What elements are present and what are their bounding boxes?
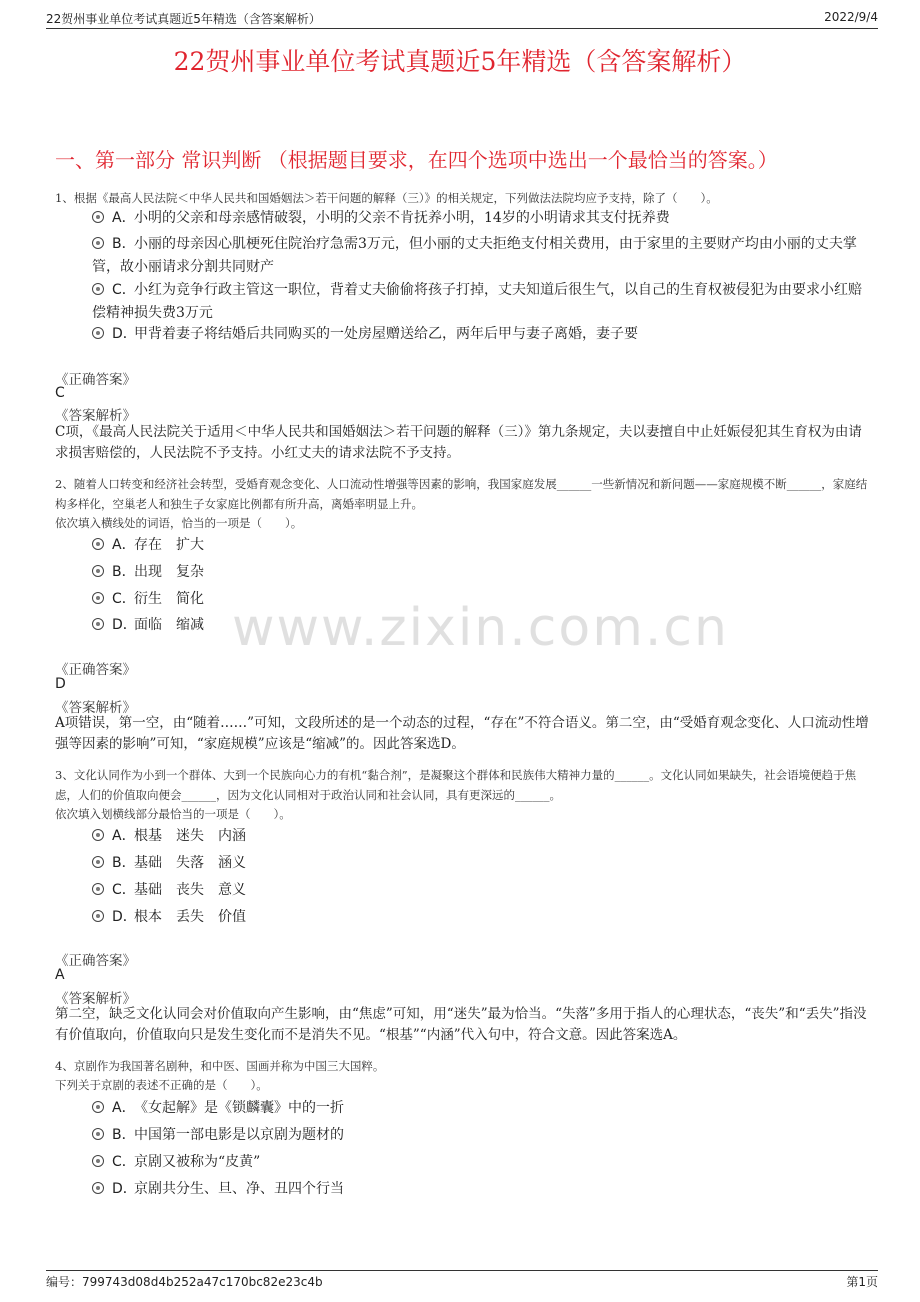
explain-label: 《答案解析》 [55,408,136,424]
explain-label: 《答案解析》 [55,700,136,716]
radio-icon[interactable] [92,538,104,550]
question-3-option-b[interactable]: B．基础 失落 涵义 [92,852,872,875]
answer-label: 《正确答案》 [55,953,136,969]
question-3-option-c[interactable]: C．基础 丧失 意义 [92,879,872,902]
radio-icon[interactable] [92,1128,104,1140]
question-2-stem: 2、随着人口转变和经济社会转型，受婚育观念变化、人口流动性增强等因素的影响，我国家庭发展______一些新情况和新问题——家庭规模不断______，家庭结构多样化，空巢老人和独生子女家庭比例都有所升高，离婚率明显上升。 [55,477,868,511]
radio-icon[interactable] [92,1182,104,1194]
question-1-explain: C项，《最高人民法院关于适用＜中华人民共和国婚姻法＞若干问题的解释（三）》第九条规定，夫以妻擅自中止妊娠侵犯其生育权为由请求损害赔偿的，人民法院不予支持。小红丈夫的请求法院不予支持。 [55,424,862,461]
radio-icon[interactable] [92,1101,104,1113]
question-3-instruction: 依次填入划横线部分最恰当的一项是（ ）。 [55,807,291,821]
question-2-instruction: 依次填入横线处的词语，恰当的一项是（ ）。 [55,516,303,530]
radio-icon[interactable] [92,910,104,922]
radio-icon[interactable] [92,327,104,339]
question-3-option-a[interactable]: A．根基 迷失 内涵 [92,825,872,848]
footer-page-number: 第1页 [846,1275,878,1289]
question-2-explain: A项错误，第一空，由“随着……”可知，文段所述的是一个动态的过程，“存在”不符合语义。第二空，由“受婚育观念变化、人口流动性增强等因素的影响”可知，“家庭规模”应该是“缩减”的。因此答案选D。 [55,715,869,752]
question-1-option-d[interactable]: D．甲背着妻子将结婚后共同购买的一处房屋赠送给乙，两年后甲与妻子离婚，妻子要 [92,323,872,346]
question-2-option-b[interactable]: B．出现 复杂 [92,561,872,584]
section-heading: 一、第一部分 常识判断 （根据题目要求，在四个选项中选出一个最恰当的答案。） [55,148,778,172]
question-2-option-d[interactable]: D．面临 缩减 [92,614,872,637]
radio-icon[interactable] [92,237,104,249]
question-4-option-d[interactable]: D．京剧共分生、旦、净、丑四个行当 [92,1178,872,1201]
header-date: 2022/9/4 [824,10,878,24]
radio-icon[interactable] [92,618,104,630]
question-4-stem: 4、京剧作为我国著名剧种，和中医、国画并称为中国三大国粹。 [55,1059,385,1073]
question-4-option-c[interactable]: C．京剧又被称为“皮黄” [92,1151,872,1174]
radio-icon[interactable] [92,883,104,895]
question-3-option-d[interactable]: D．根本 丢失 价值 [92,906,872,929]
question-4-instruction: 下列关于京剧的表述不正确的是（ ）。 [55,1078,268,1092]
question-3-stem: 3、文化认同作为小到一个群体、大到一个民族向心力的有机“黏合剂”，是凝聚这个群体和民族伟大精神力量的______。文化认同如果缺失，社会语境便趋于焦虑，人们的价值取向便会______，因为文化认同相对于政治认同和社会认同，具有更深远的______。 [55,768,857,802]
question-3-explain: 第二空，缺乏文化认同会对价值取向产生影响，由“焦虑”可知，用“迷失”最为恰当。“失落”多用于指人的心理状态，“丧失”和“丢失”指没有价值取向，价值取向只是发生变化而不是消失不见。“根基”“内涵”代入句中，符合文意。因此答案选A。 [55,1006,867,1043]
question-3-answer: A [55,967,65,983]
radio-icon[interactable] [92,856,104,868]
answer-label: 《正确答案》 [55,372,136,388]
page-footer [46,1270,878,1291]
question-1-option-a[interactable]: A．小明的父亲和母亲感情破裂，小明的父亲不肯抚养小明，14岁的小明请求其支付抚养费 [92,207,872,230]
explain-label: 《答案解析》 [55,991,136,1007]
page-header [46,8,878,29]
watermark: www.zixin.com.cn [232,598,729,658]
radio-icon[interactable] [92,1155,104,1167]
radio-icon[interactable] [92,211,104,223]
header-doc-title: 22贺州事业单位考试真题近5年精选（含答案解析） [46,12,321,26]
question-4-option-a[interactable]: A．《女起解》是《锁麟囊》中的一折 [92,1097,872,1120]
radio-icon[interactable] [92,829,104,841]
radio-icon[interactable] [92,283,104,295]
question-2-option-c[interactable]: C．衍生 简化 [92,588,872,611]
question-1-option-b[interactable]: B．小丽的母亲因心肌梗死住院治疗急需3万元，但小丽的丈夫拒绝支付相关费用，由于家里的主要财产均由小丽的丈夫掌管，故小丽请求分割共同财产 [92,236,857,275]
answer-label: 《正确答案》 [55,662,136,678]
question-2-option-a[interactable]: A．存在 扩大 [92,534,872,557]
question-1-option-c[interactable]: C．小红为竞争行政主管这一职位，背着丈夫偷偷将孩子打掉，丈夫知道后很生气，以自己的生育权被侵犯为由要求小红赔偿精神损失费3万元 [92,282,862,321]
question-1-answer: C [55,385,65,401]
page-title: 22贺州事业单位考试真题近5年精选（含答案解析） [173,47,747,76]
footer-code: 编号：799743d08d4b252a47c170bc82e23c4b [46,1275,323,1289]
radio-icon[interactable] [92,565,104,577]
question-2-answer: D [55,676,66,692]
question-4-option-b[interactable]: B．中国第一部电影是以京剧为题材的 [92,1124,872,1147]
question-1-stem: 1、根据《最高人民法院＜中华人民共和国婚姻法＞若干问题的解释（三）》的相关规定，下列做法法院均应予支持，除了（ ）。 [55,191,718,205]
radio-icon[interactable] [92,592,104,604]
